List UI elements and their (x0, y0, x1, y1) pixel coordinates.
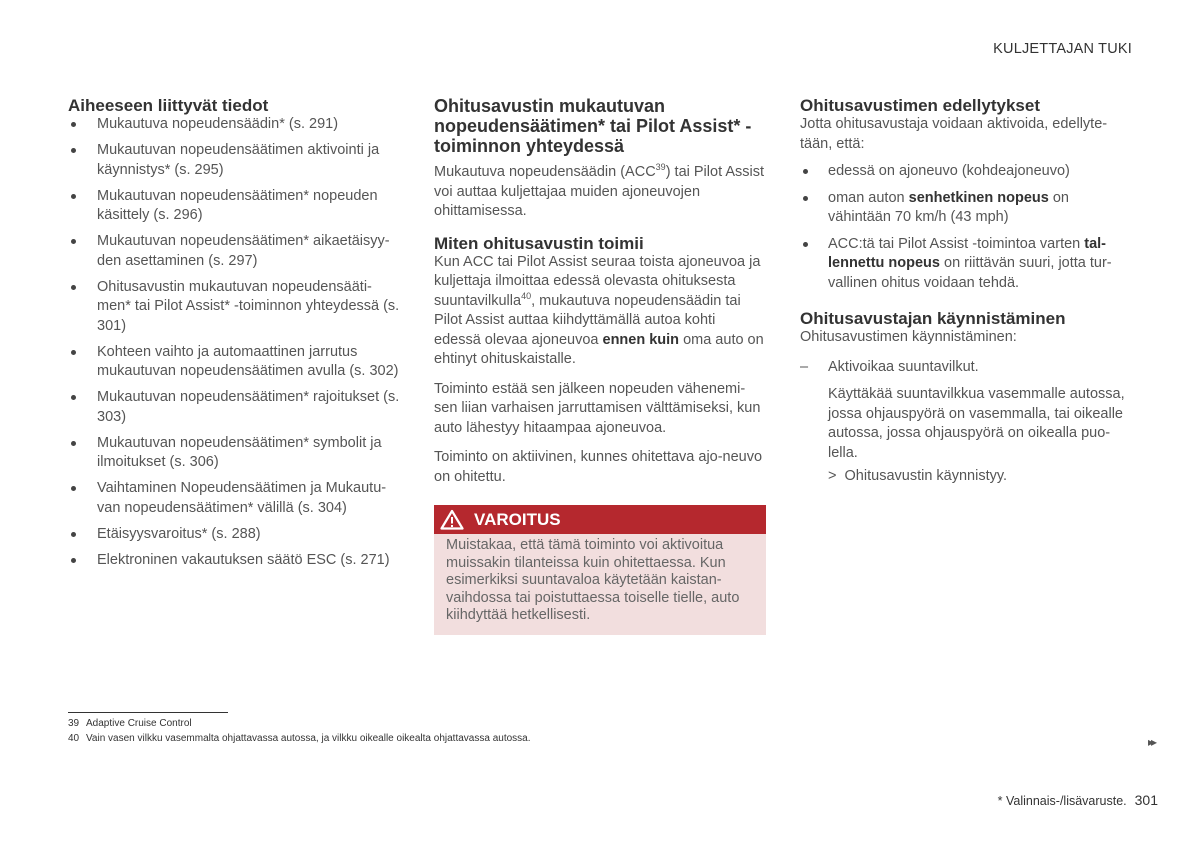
related-link-item[interactable]: Mukautuvan nopeudensäätimen* aikaetäisyy-den asettaminen (s. 297) (68, 232, 400, 271)
related-links-list (68, 115, 400, 570)
warning-title: VAROITUS (474, 509, 561, 529)
warning-box (434, 505, 766, 635)
related-link-item[interactable]: Mukautuvan nopeudensäätimen* rajoitukset (s. 303) (68, 388, 400, 427)
page-number: 301 (1134, 792, 1158, 808)
related-link-item[interactable]: Elektroninen vakautuksen säätö ESC (s. 271) (68, 551, 400, 571)
related-link-item[interactable]: Vaihtaminen Nopeudensäätimen ja Mukautu-van nopeudensäätimen* välillä (s. 304) (68, 479, 400, 518)
activation-intro: Ohitusavustimen käynnistäminen: (800, 329, 1017, 345)
requirements-column (800, 96, 1132, 487)
related-link-item[interactable]: Mukautuvan nopeudensäätimen* nopeuden käsittely (s. 296) (68, 187, 400, 226)
warning-header (434, 505, 766, 534)
list-item: ACC:tä tai Pilot Assist -toimintoa varten tal-lennettu nopeus on riittävän suuri, jotta tur-vallinen ohitus voidaan tehdä. (800, 235, 1132, 294)
how-paragraph-3: Toiminto on aktiivinen, kunnes ohitettava ajo-neuvo on ohitettu. (434, 449, 763, 485)
subtitle-how-it-works: Miten ohitusavustin toimii (434, 233, 644, 253)
footnote-ref-39[interactable]: 39 (655, 162, 666, 173)
step-result: > Ohitusavustin käynnistyy. (828, 468, 1008, 484)
related-link-item[interactable]: Mukautuva nopeudensäädin* (s. 291) (68, 115, 400, 135)
list-item: edessä on ajoneuvo (kohdeajoneuvo) (800, 162, 1132, 182)
section-title: Ohitusavustin mukautuvan nopeudensäätimen* tai Pilot Assist* -toiminnon yhteydessä (434, 96, 752, 156)
page-footer: * Valinnais-/lisävaruste. 301 (997, 792, 1158, 808)
footnote-ref-40[interactable]: 40 (521, 290, 532, 301)
activation-title: Ohitusavustajan käynnistäminen (800, 309, 1066, 328)
related-link-item[interactable]: Mukautuvan nopeudensäätimen* symbolit ja ilmoitukset (s. 306) (68, 434, 400, 473)
how-paragraph-2: Toiminto estää sen jälkeen nopeuden vähenemi-sen liian varhaisen jarruttamisen välttämiseksi, kun auto lähestyy hitaampaa ajoneuvoa. (434, 380, 761, 436)
section-header: KULJETTAJAN TUKI (993, 41, 1132, 57)
requirements-title: Ohitusavustimen edellytykset (800, 96, 1040, 115)
passing-assist-column (434, 96, 766, 635)
warning-triangle-icon (440, 509, 464, 530)
footnote-divider (68, 712, 228, 713)
related-info-title: Aiheeseen liittyvät tiedot (68, 96, 269, 115)
how-paragraph-1: Kun ACC tai Pilot Assist seuraa toista ajoneuvoa ja kuljettaja ilmoittaa edessä olevasta ohituksesta suuntavilkulla$^{40}$, mukautuva nopeudensäädin tai Pilot Assist auttaa kiihdyttämällä autoa kohti edessä olevaa ajoneuvoa ennen kuin oma auto on ehtinyt ohituskaistalle. (434, 253, 764, 367)
requirements-intro: Jotta ohitusavustaja voidaan aktivoida, edellyte-tään, että: (800, 116, 1108, 152)
intro-paragraph: Mukautuva nopeudensäädin (ACC$^{39}$) tai Pilot Assist voi auttaa kuljettajaa muiden ajoneuvojen ohittamisessa. (434, 162, 764, 219)
continue-next-page-icon: ▸▸ (1148, 735, 1155, 749)
footnote-40: 40 Vain vasen vilkku vasemmalta ohjattavassa autossa, ja vilkku oikealle oikealta ohjattavassa autossa. (68, 733, 531, 744)
warning-text: Muistakaa, että tämä toiminto voi aktivoitua muissakin tilanteissa kuin ohitettaessa. Kun esimerkiksi suuntavaloa käytetään kaistan-vaihdossa tai poistuttaessa toiselle tielle, auto kiihdyttää hetkellisesti. (446, 537, 740, 623)
activation-step: – Aktivoikaa suuntavilkut. (800, 358, 979, 375)
step-detail: Käyttäkää suuntavilkkua vasemmalle autossa, jossa ohjauspyörä on vasemmalla, tai oikealle autossa, jossa ohjauspyörä on oikealla puo-lella. (828, 386, 1125, 461)
requirements-list (800, 162, 1132, 293)
related-link-item[interactable]: Etäisyysvaroitus* (s. 288) (68, 525, 400, 545)
related-link-item[interactable]: Kohteen vaihto ja automaattinen jarrutus mukautuvan nopeudensäätimen avulla (s. 302) (68, 343, 400, 382)
footnote-39: 39 Adaptive Cruise Control (68, 718, 192, 729)
list-item: oman auton senhetkinen nopeus on vähintään 70 km/h (43 mph) (800, 189, 1132, 228)
related-link-item[interactable]: Mukautuvan nopeudensäätimen aktivointi ja käynnistys* (s. 295) (68, 141, 400, 180)
related-info-column (68, 96, 400, 577)
related-link-item[interactable]: Ohitusavustin mukautuvan nopeudensääti-men* tai Pilot Assist* -toiminnon yhteydessä (s. 301) (68, 278, 400, 337)
